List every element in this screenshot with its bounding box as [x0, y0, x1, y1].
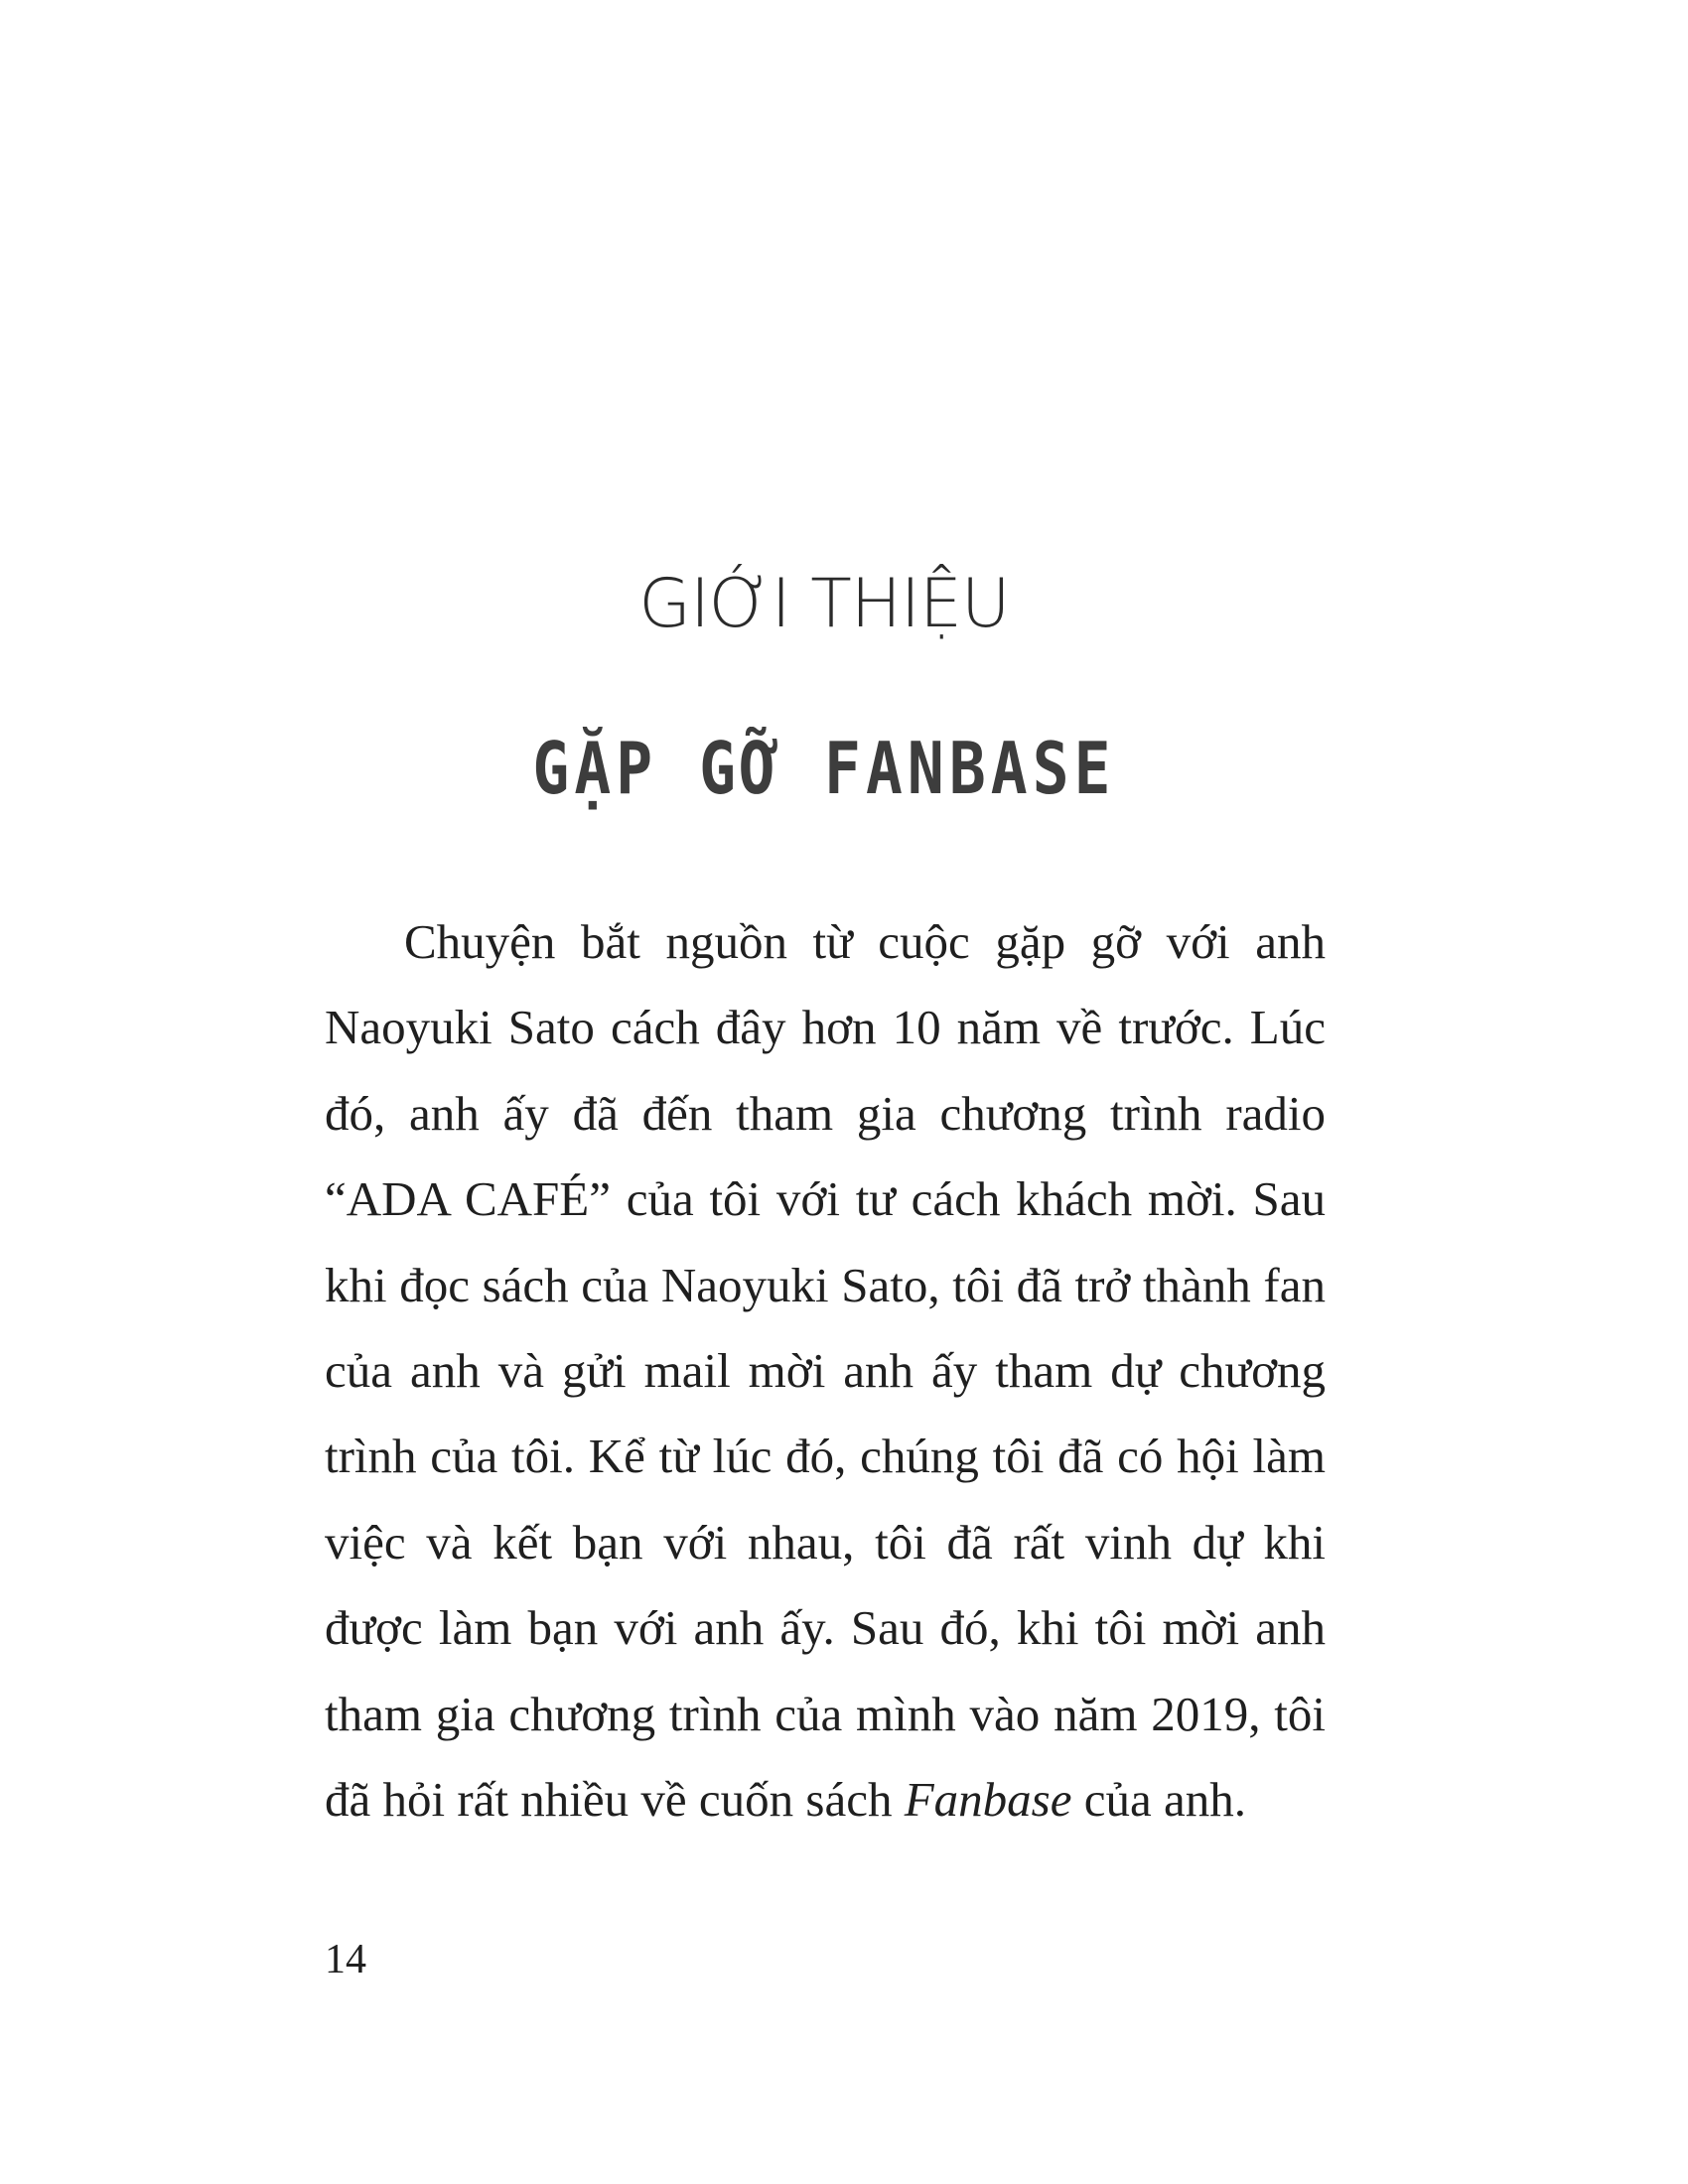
book-title-italic: Fanbase [904, 1772, 1072, 1828]
chapter-label: GIỚI THIỆU [638, 565, 1010, 643]
chapter-title: GẶP GỠ FANBASE [532, 727, 1116, 810]
body-paragraph [325, 899, 1326, 1843]
paragraph-text: Chuyện bắt nguồn từ cuộc gặp gỡ với anh Naoyuki Sato cách đây hơn 10 năm về trước. Lúc đó, anh ấy đã đến tham gia chương trình radio “ADA CAFÉ” của tôi với tư cách khách mời. Sau khi đọc sách của Naoyuki Sato, tôi đã trở thành fan của anh và gửi mail mời anh ấy tham dự chương trình của tôi. Kể từ lúc đó, chúng tôi đã có hội làm việc và kết bạn với nhau, tôi đã rất vinh dự khi được làm bạn với anh ấy. Sau đó, khi tôi mời anh tham gia chương trình của mình vào năm 2019, tôi đã hỏi rất nhiều về cuốn sách [325, 914, 1326, 1828]
paragraph-ending: của anh. [1071, 1772, 1246, 1828]
page-number: 14 [325, 1937, 366, 1982]
